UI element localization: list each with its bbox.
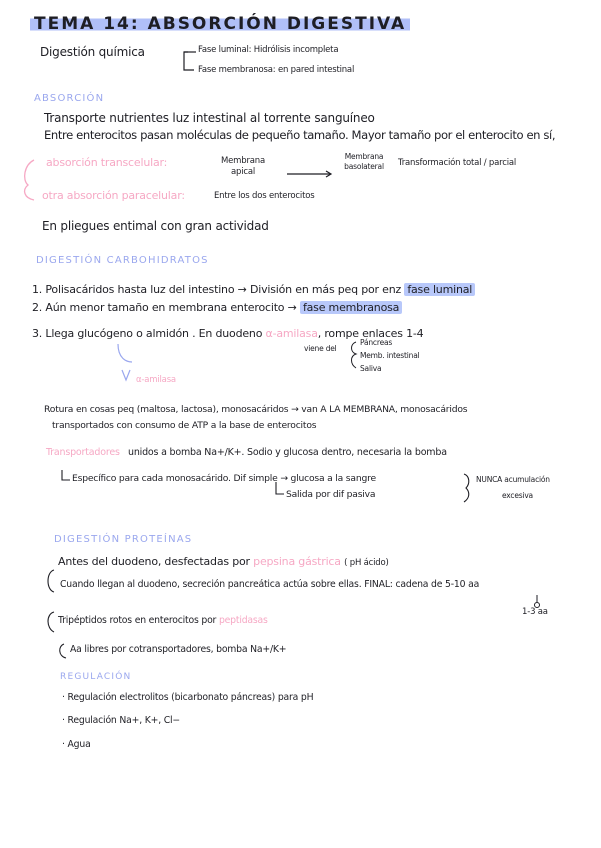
membrana-basolateral: Membrana basolateral — [344, 152, 384, 171]
origen-saliva: Saliva — [360, 364, 382, 373]
proteinas-line-3-text: Tripéptidos rotos en enterocitos por — [58, 615, 217, 626]
carbo-item-1-text: 1. Polisacáridos hasta luz del intestino → División en más peq por enz — [32, 283, 402, 296]
especifico-text: Específico para cada monosacárido. Dif simple → glucosa a la sangre — [72, 473, 376, 484]
carbohidratos-heading: DIGESTIÓN CARBOHIDRATOS — [36, 255, 209, 266]
origen-memb-intestinal: Memb. intestinal — [360, 351, 420, 360]
proteinas-heading: DIGESTIÓN PROTEÍNAS — [54, 534, 193, 545]
fase-luminal-highlight: fase luminal — [404, 283, 475, 296]
transcelular-label: absorción transcelular: — [46, 156, 168, 169]
salida-text: Salida por dif pasiva — [286, 489, 376, 500]
transportadores-label: Transportadores — [46, 447, 120, 458]
carbo-item-3-suffix: , rompe enlaces 1-4 — [317, 327, 424, 340]
carbo-item-3-text: 3. Llega glucógeno o almidón . En duodeno — [32, 327, 263, 340]
regulacion-item-3: · Agua — [62, 739, 91, 750]
nunca-line-1: NUNCA acumulación — [476, 475, 550, 484]
alfa-amilasa-inline: α-amilasa — [265, 327, 318, 340]
aa-range-note: 1-3 aa — [522, 607, 548, 617]
proteinas-line-2: Cuando llegan al duodeno, secreción pancreática actúa sobre ellas. FINAL: cadena de 5-10 aa — [60, 579, 480, 590]
carbo-item-1 — [32, 284, 475, 295]
rotura-line-2: transportados con consumo de ATP a la base de enterocitos — [52, 420, 317, 431]
fase-membranosa-highlight: fase membranosa — [300, 301, 402, 314]
membrana-apical: Membrana apical — [221, 156, 265, 178]
regulacion-heading: REGULACIÓN — [60, 672, 132, 682]
fase-luminal-text: Fase luminal: Hidrólisis incompleta — [198, 45, 339, 55]
proteinas-line-1 — [58, 556, 389, 568]
paracelular-text: Entre los dos enterocitos — [214, 191, 315, 201]
transformacion-text: Transformación total / parcial — [398, 158, 517, 168]
nunca-line-2: excesiva — [502, 491, 533, 500]
digestion-quimica-label: Digestión química — [40, 45, 145, 59]
pliegues-text: En pliegues entimal con gran actividad — [42, 219, 269, 233]
proteinas-line-4: Aa libres por cotransportadores, bomba Na+/K+ — [70, 644, 287, 655]
regulacion-item-1: · Regulación electrolitos (bicarbonato páncreas) para pH — [62, 692, 314, 703]
regulacion-item-2: · Regulación Na+, K+, Cl− — [62, 715, 180, 726]
proteinas-line-3 — [58, 616, 268, 625]
carbo-item-2 — [32, 302, 402, 313]
page-title: TEMA 14: ABSORCIÓN DIGESTIVA — [30, 16, 410, 33]
viene-del-label: viene del — [304, 344, 337, 353]
alfa-amilasa-note: α-amilasa — [136, 375, 176, 385]
peptidasas: peptidasas — [218, 615, 268, 626]
proteinas-line-1-text: Antes del duodeno, desfectadas por — [58, 555, 250, 568]
paracelular-label: otra absorción paracelular: — [42, 189, 185, 202]
absorcion-line1: Transporte nutrientes luz intestinal al torrente sanguíneo — [44, 111, 375, 125]
pepsina-gastrica: pepsina gástrica — [253, 555, 341, 568]
ph-acido: ( pH ácido) — [344, 558, 389, 568]
fase-membranosa-text: Fase membranosa: en pared intestinal — [198, 65, 355, 75]
absorcion-heading: ABSORCIÓN — [34, 93, 105, 104]
transportadores-text: unidos a bomba Na+/K+. Sodio y glucosa dentro, necesaria la bomba — [128, 447, 447, 458]
origen-pancreas: Páncreas — [360, 338, 393, 347]
absorcion-line2: Entre enterocitos pasan moléculas de pequeño tamaño. Mayor tamaño por el enterocito en sí, — [44, 128, 556, 142]
rotura-line-1: Rotura en cosas peq (maltosa, lactosa), monosacáridos → van A LA MEMBRANA, monosacáridos — [44, 404, 468, 415]
carbo-item-2-text: 2. Aún menor tamaño en membrana enterocito → — [32, 301, 297, 314]
